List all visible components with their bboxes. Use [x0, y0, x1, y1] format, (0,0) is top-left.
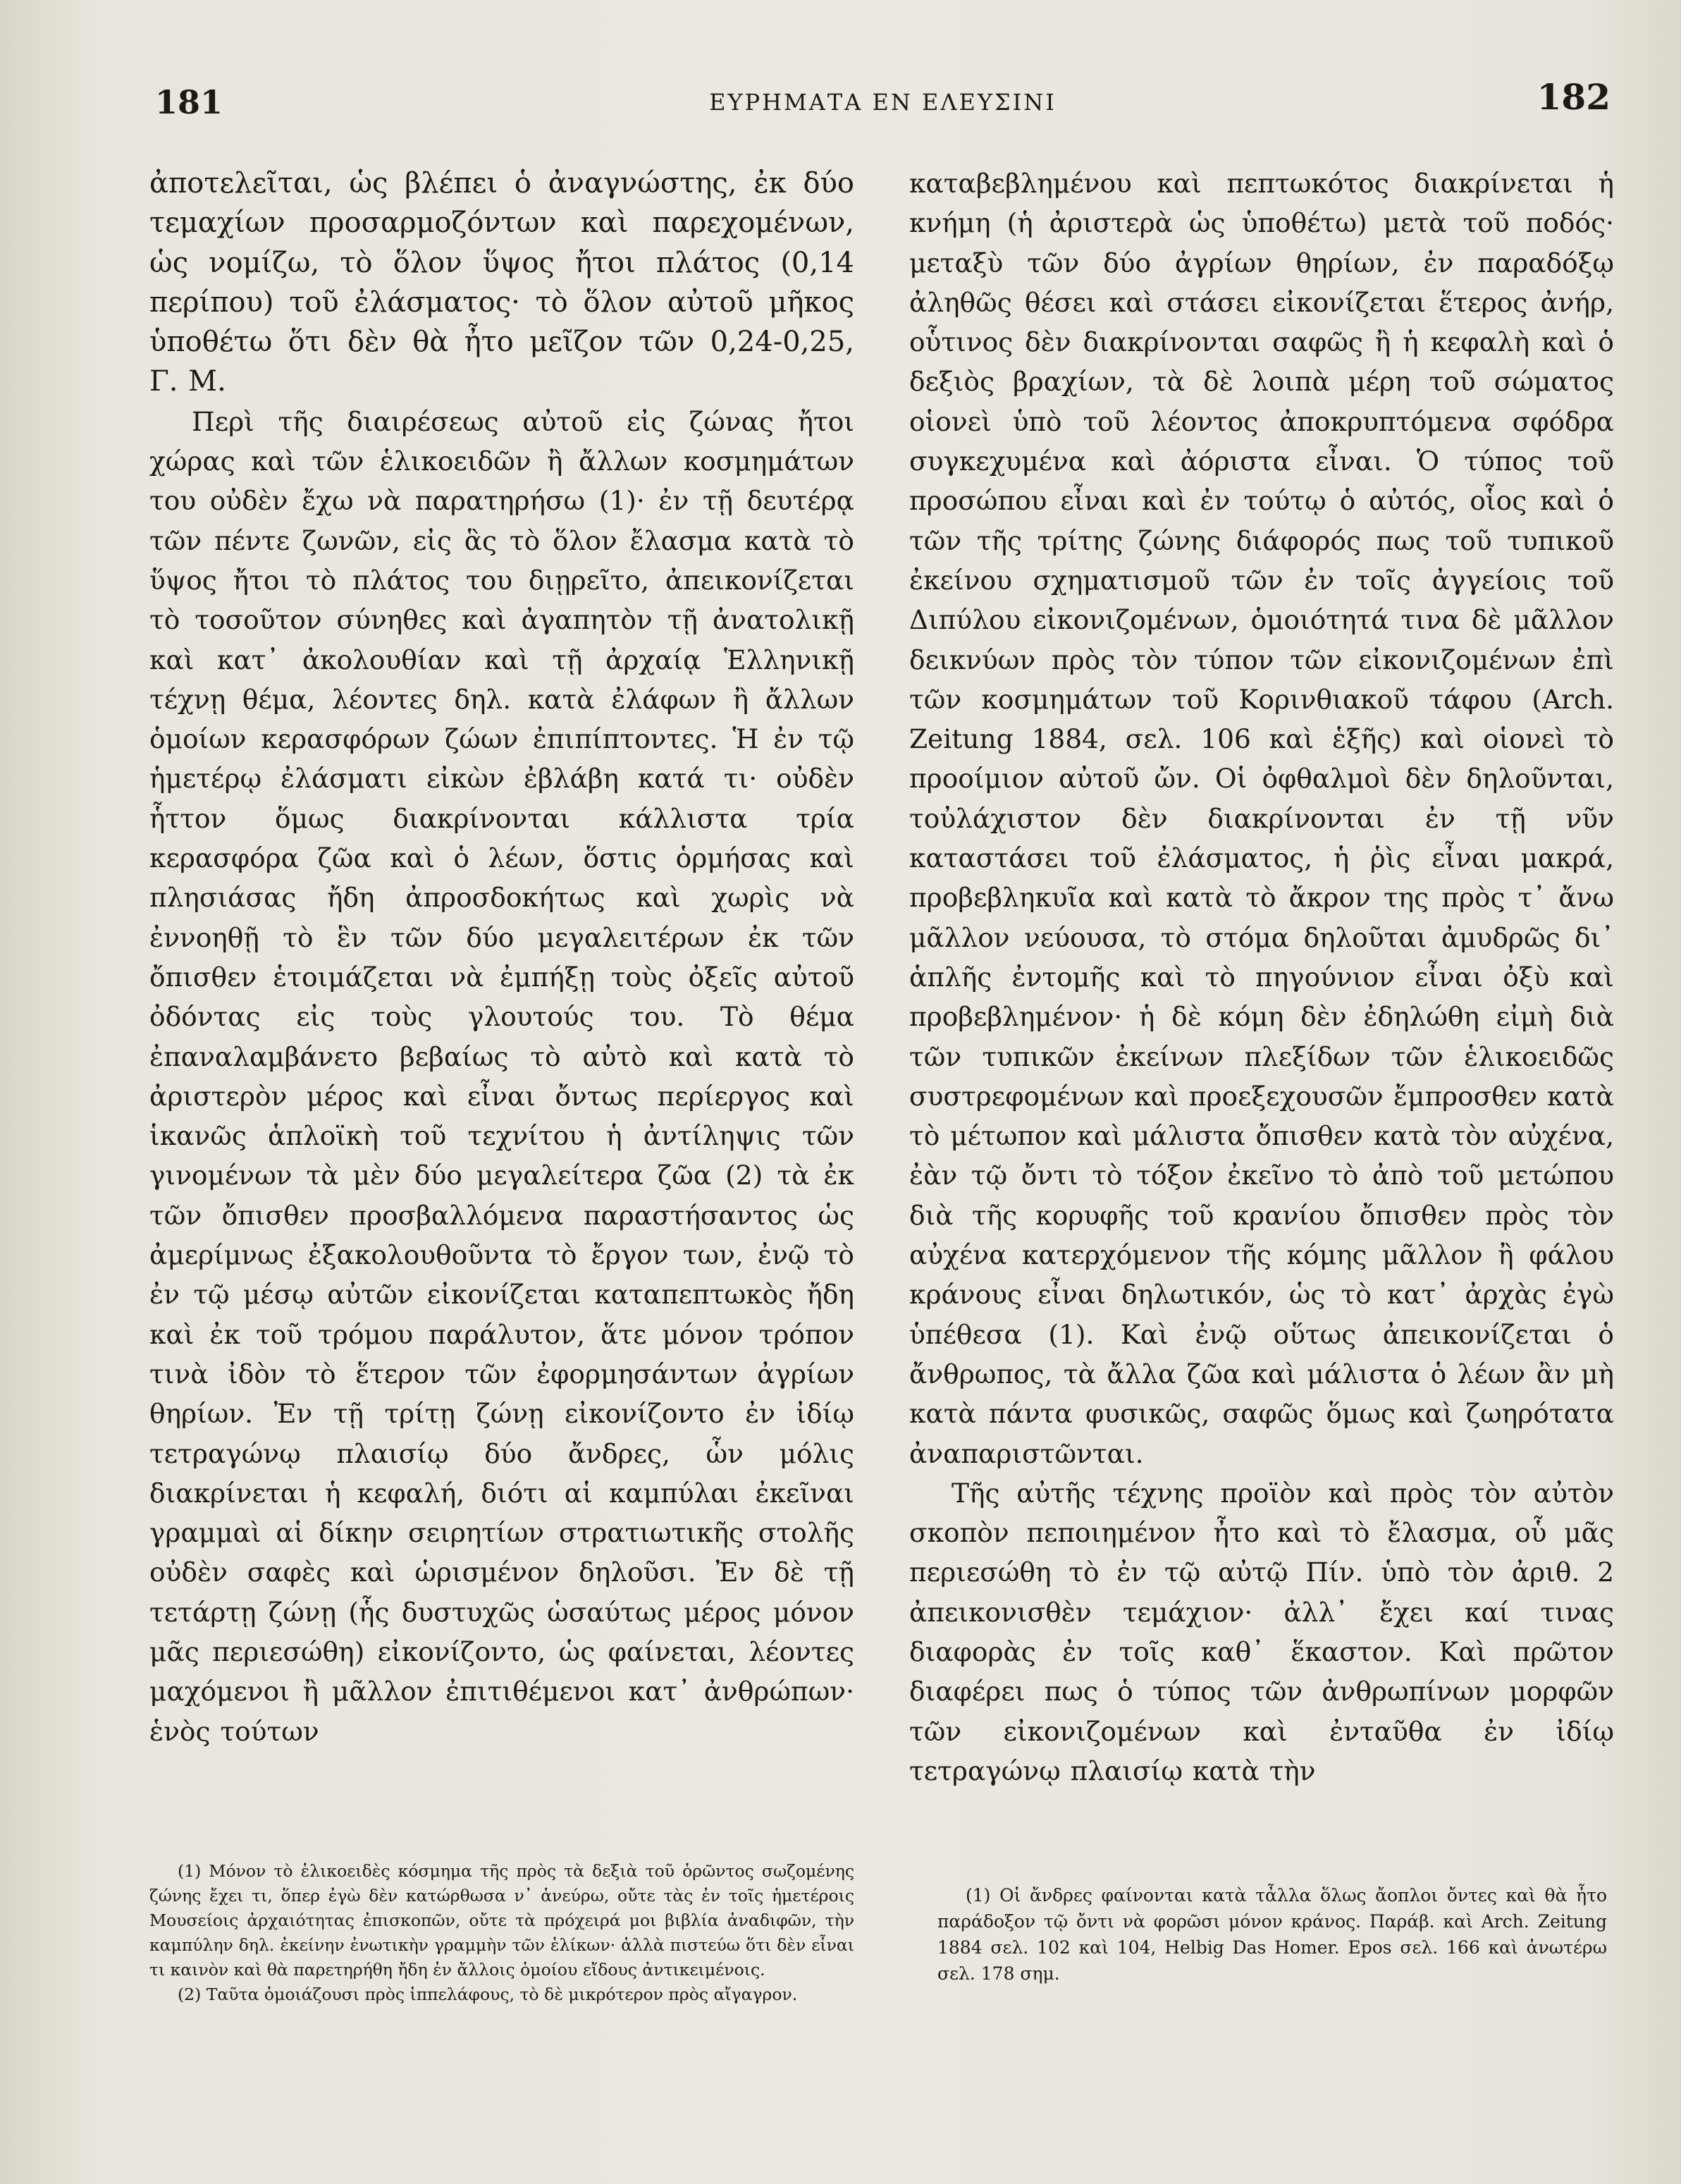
right-footnotes [937, 1882, 1607, 1987]
right-paragraph-2: Τῆς αὐτῆς τέχνης προϊὸν καὶ πρὸς τὸν αὐτὸν σκοπὸν πεποιημένον ἦτο καὶ τὸ ἔλασμα, οὗ μᾶς περιεσώθη τὸ ἐν τῷ αὐτῷ Πίν. ὑπὸ τὸν ἀριθ. 2 ἀπεικονισθὲν τεμάχιον· ἀλλ᾽ ἔχει καί τινας διαφορὰς ἐν τοῖς καθ᾽ ἕκαστον. Καὶ πρῶτον διαφέρει πως ὁ τύπος τῶν ἀνθρωπίνων μορφῶν τῶν εἰκονιζομένων καὶ ἐνταῦθα ἐν ἰδίῳ τετραγώνῳ πλαισίῳ κατὰ τὴν [909, 1477, 1614, 1786]
right-column [909, 164, 1614, 1791]
page-number-right: 182 [1537, 76, 1611, 118]
right-paragraph-1: καταβεβλημένου καὶ πεπτωκότος διακρίνεται ἡ κνήμη (ἡ ἀριστερὰ ὡς ὑποθέτω) μετὰ τοῦ ποδός· μεταξὺ τῶν δύο ἀγρίων θηρίων, ἐν παραδόξῳ ἀληθῶς θέσει καὶ στάσει εἰκονίζεται ἕτερος ἀνήρ, οὗτινος δὲν διακρίνονται σαφῶς ἢ ἡ κεφαλὴ καὶ ὁ δεξιὸς βραχίων, τὰ δὲ λοιπὰ μέρη τοῦ σώματος οἱονεὶ ὑπὸ τοῦ λέοντος ἀποκρυπτόμενα σφόδρα συγκεχυμένα καὶ ἀόριστα εἶναι. Ὁ τύπος τοῦ προσώπου εἶναι καὶ ἐν τούτῳ ὁ αὐτός, οἷος καὶ ὁ τῶν τῆς τρίτης ζώνης διάφορός πως τοῦ τυπικοῦ ἐκείνου σχηματισμοῦ τῶν ἐν τοῖς ἀγγείοις τοῦ Διπύλου εἰκονιζομένων, ὁμοιότητά τινα δὲ μᾶλλον δεικνύων πρὸς τὸν τύπον τῶν εἰκονιζομένων ἐπὶ τῶν κοσμημάτων τοῦ Κορινθιακοῦ τάφου (Arch. Zeitung 1884, σελ. 106 καὶ ἑξῆς) καὶ οἱονεὶ τὸ προοίμιον αὐτοῦ ὤν. Οἱ ὀφθαλμοὶ δὲν δηλοῦνται, τοὐλάχιστον δὲν διακρίνονται ἐν τῇ νῦν καταστάσει τοῦ ἐλάσματος, ἡ ῥὶς εἶναι μακρά, προβεβληκυῖα καὶ κατὰ τὸ ἄκρον της πρὸς τ᾽ ἄνω μᾶλλον νεύουσα, τὸ στόμα δηλοῦται ἀμυδρῶς δι᾽ ἁπλῆς ἐντομῆς καὶ τὸ πηγούνιον εἶναι ὀξὺ καὶ προβεβλημένον· ἡ δὲ κόμη δὲν ἐδηλώθη εἰμὴ διὰ τῶν τυπικῶν ἐκείνων πλεξίδων τῶν ἑλικοειδῶς συστρεφομένων καὶ προεξεχουσῶν ἔμπροσθεν κατὰ τὸ μέτωπον καὶ μάλιστα ὄπισθεν κατὰ τὸν αὐχένα, ἐὰν τῷ ὄντι τὸ τόξον ἐκεῖνο τὸ ἀπὸ τοῦ μετώπου διὰ τῆς κορυφῆς τοῦ κρανίου ὄπισθεν πρὸς τὸν αὐχένα κατερχόμενον τῆς κόμης μᾶλλον ἢ φάλου κράνους εἶναι δηλωτικόν, ὡς τὸ κατ᾽ ἀρχὰς ἐγὼ ὑπέθεσα (1). Καὶ ἐνῷ οὕτως ἀπεικονίζεται ὁ ἄνθρωπος, τὰ ἄλλα ζῶα καὶ μάλιστα ὁ λέων ἂν μὴ κατὰ πάντα φυσικῶς, σαφῶς ὅμως καὶ ζωηρότατα ἀναπαριστῶνται. [909, 168, 1614, 1469]
left-paragraph-1: ἀποτελεῖται, ὡς βλέπει ὁ ἀναγνώστης, ἐκ δύο τεμαχίων προσαρμοζόντων καὶ παρεχομένων, ὡς νομίζω, τὸ ὅλον ὕψος ἤτοι πλάτος (0,14 περίπου) τοῦ ἐλάσματος· τὸ ὅλον αὐτοῦ μῆκος ὑποθέτω ὅτι δὲν θὰ ἦτο μεῖζον τῶν 0,24-0,25, Γ. Μ. [149, 167, 854, 398]
right-footnote-1: (1) Οἱ ἄνδρες φαίνονται κατὰ τἆλλα ὅλως ἄοπλοι ὄντες καὶ θὰ ἦτο παράδοξον τῷ ὄντι νὰ φορῶσι μόνον κράνος. Παράβ. καὶ Arch. Zeitung 1884 σελ. 102 καὶ 104, Helbig Das Homer. Epos σελ. 166 καὶ ἀνωτέρω σελ. 178 σημ. [937, 1885, 1607, 1984]
left-column [149, 164, 854, 1751]
left-footnotes [149, 1859, 854, 2007]
left-footnote-2: (2) Ταῦτα ὁμοιάζουσι πρὸς ἱππελάφους, τὸ δὲ μικρότερον πρὸς αἴγαγρον. [178, 1984, 798, 2004]
left-paragraph-2: Περὶ τῆς διαιρέσεως αὐτοῦ εἰς ζώνας ἤτοι χώρας καὶ τῶν ἑλικοειδῶν ἢ ἄλλων κοσμημάτων του οὐδὲν ἔχω νὰ παρατηρήσω (1)· ἐν τῇ δευτέρᾳ τῶν πέντε ζωνῶν, εἰς ἃς τὸ ὅλον ἔλασμα κατὰ τὸ ὕψος ἤτοι τὸ πλάτος του διῃρεῖτο, ἀπεικονίζεται τὸ τοσοῦτον σύνηθες καὶ ἀγαπητὸν τῇ ἀνατολικῇ καὶ κατ᾽ ἀκολουθίαν καὶ τῇ ἀρχαίᾳ Ἑλληνικῇ τέχνῃ θέμα, λέοντες δηλ. κατὰ ἐλάφων ἢ ἄλλων ὁμοίων κερασφόρων ζώων ἐπιπίπτοντες. Ἡ ἐν τῷ ἡμετέρῳ ἐλάσματι εἰκὼν ἐβλάβη κατά τι· οὐδὲν ἧττον ὅμως διακρίνονται κάλλιστα τρία κερασφόρα ζῶα καὶ ὁ λέων, ὅστις ὁρμήσας καὶ πλησιάσας ἤδη ἀπροσδοκήτως καὶ χωρὶς νὰ ἐννοηθῇ τὸ ἓν τῶν δύο μεγαλειτέρων ἐκ τῶν ὄπισθεν ἑτοιμάζεται νὰ ἐμπήξῃ τοὺς ὀξεῖς αὐτοῦ ὀδόντας εἰς τοὺς γλουτούς του. Τὸ θέμα ἐπαναλαμβάνετο βεβαίως τὸ αὐτὸ καὶ κατὰ τὸ ἀριστερὸν μέρος καὶ εἶναι ὄντως περίεργος καὶ ἱκανῶς ἁπλοϊκὴ τοῦ τεχνίτου ἡ ἀντίληψις τῶν γινομένων τὰ μὲν δύο μεγαλείτερα ζῶα (2) τὰ ἐκ τῶν ὄπισθεν προσβαλλόμενα παραστήσαντος ὡς ἀμερίμνως ἐξακολουθοῦντα τὸ ἔργον των, ἐνῷ τὸ ἐν τῷ μέσῳ αὐτῶν εἰκονίζεται καταπεπτωκὸς ἤδη καὶ ἐκ τοῦ τρόμου παράλυτον, ἅτε μόνον τρόπον τινὰ ἰδὸν τὸ ἕτερον τῶν ἐφορμησάντων ἀγρίων θηρίων. Ἐν τῇ τρίτῃ ζώνῃ εἰκονίζοντο ἐν ἰδίῳ τετραγώνῳ πλαισίῳ δύο ἄνδρες, ὧν μόλις διακρίνεται ἡ κεφαλή, διότι αἱ καμπύλαι ἐκεῖναι γραμμαὶ αἱ δίκην σειρητίων στρατιωτικῆς στολῆς οὐδὲν σαφὲς καὶ ὡρισμένον δηλοῦσι. Ἐν δὲ τῇ τετάρτῃ ζώνῃ (ἧς δυστυχῶς ὡσαύτως μέρος μόνον μᾶς περιεσώθη) εἰκονίζοντο, ὡς φαίνεται, λέοντες μαχόμενοι ἢ μᾶλλον ἐπιτιθέμενοι κατ᾽ ἀνθρώπων· ἑνὸς τούτων [149, 405, 854, 1747]
running-title: ΕΥΡΗΜΑΤΑ ΕΝ ΕΛΕΥΣΙΝΙ [709, 89, 1057, 116]
page-header [155, 76, 1611, 125]
page-number-left: 181 [155, 83, 223, 121]
left-footnote-1: (1) Μόνον τὸ ἑλικοειδὲς κόσμημα τῆς πρὸς τὰ δεξιὰ τοῦ ὁρῶντος σωζομένης ζώνης ἔχει τι, ὅπερ ἐγὼ δὲν κατώρθωσα ν᾽ ἀνεύρω, οὔτε τὰς ἐν τοῖς ἡμετέροις Μουσείοις ἀρχαιότητας ἐπισκοπῶν, οὔτε τὰ πρόχειρά μοι βιβλία ἀναδιφῶν, τὴν καμπύλην δηλ. ἐκείνην ἐνωτικὴν γραμμὴν τῶν ἑλίκων· ἀλλὰ πιστεύω ὅτι δὲν εἶναι τι καινὸν καὶ θὰ παρετηρήθη ἤδη ἐν ἄλλοις ὁμοίου εἴδους ἀντικειμένοις. [149, 1861, 854, 1980]
